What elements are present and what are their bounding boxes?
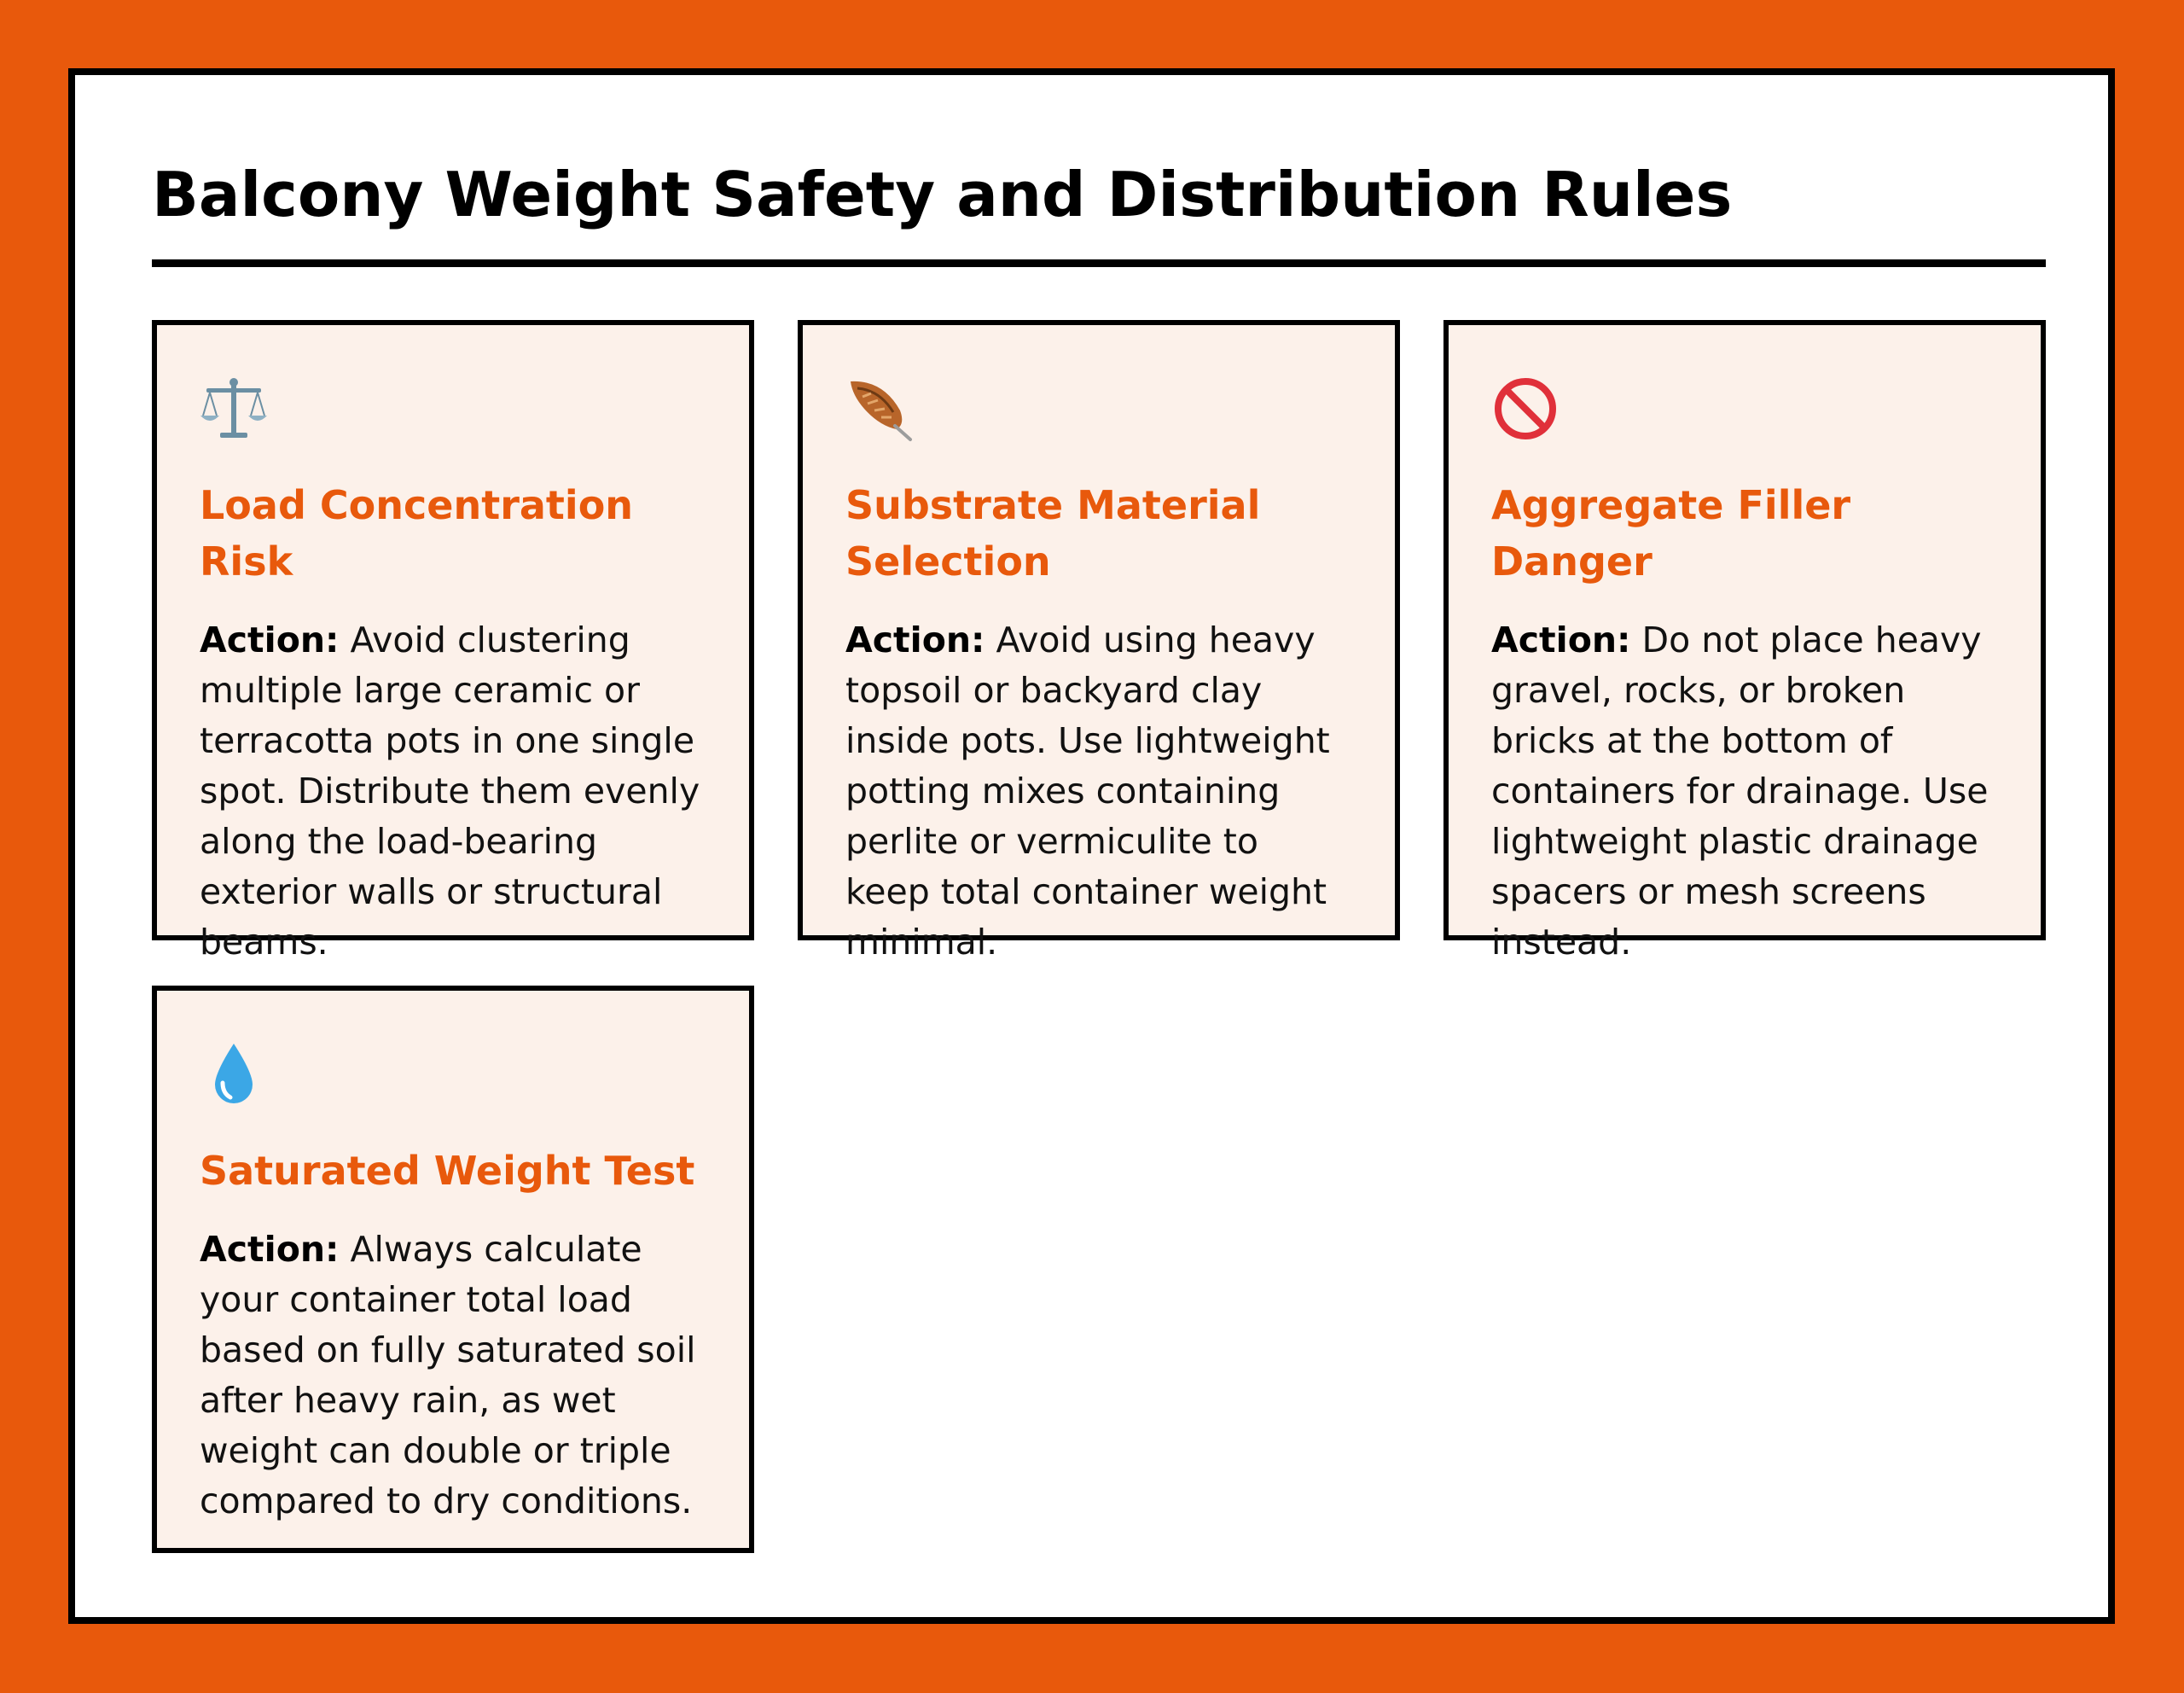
card-text: Do not place heavy gravel, rocks, or broken bricks at the bottom of containers for drainage. Use lightweight plastic drainage spacers or mesh screens instead. (1491, 620, 1989, 963)
card-load-concentration (152, 320, 754, 963)
prohibited-icon (1491, 375, 1560, 443)
card-description (845, 615, 1352, 968)
card-description (200, 1225, 706, 1527)
card-description (200, 615, 706, 968)
title-divider (152, 259, 2046, 267)
action-label: Action: (200, 620, 340, 660)
card-saturated-weight (152, 986, 754, 1553)
card-description (1491, 615, 1998, 968)
water-droplet-icon (200, 1040, 268, 1108)
card-substrate-material (798, 320, 1400, 963)
page-title: Balcony Weight Safety and Distribution Rules (152, 159, 1733, 230)
card-text: Avoid clustering multiple large ceramic or terracotta pots in one single spot. Distribute them evenly along the load-bearing exterior walls or structural beams. (200, 620, 700, 963)
main-panel (68, 68, 2115, 1624)
card-title: Aggregate Filler Danger (1491, 482, 1851, 585)
action-label: Action: (1491, 620, 1631, 660)
action-label: Action: (845, 620, 985, 660)
card-text: Always calculate your container total load based on fully saturated soil after heavy rain, as wet weight can double or triple compared to dry conditions. (200, 1229, 696, 1521)
card-text: Avoid using heavy topsoil or backyard clay inside pots. Use lightweight potting mixes containing perlite or vermiculite to keep total container weight minimal. (845, 620, 1330, 963)
balance-scale-icon (200, 375, 268, 443)
card-title: Load Concentration Risk (200, 482, 634, 585)
action-label: Action: (200, 1229, 340, 1270)
card-title: Saturated Weight Test (200, 1148, 695, 1194)
feather-icon (845, 375, 914, 443)
card-title: Substrate Material Selection (845, 482, 1261, 585)
card-aggregate-filler (1443, 320, 2046, 963)
